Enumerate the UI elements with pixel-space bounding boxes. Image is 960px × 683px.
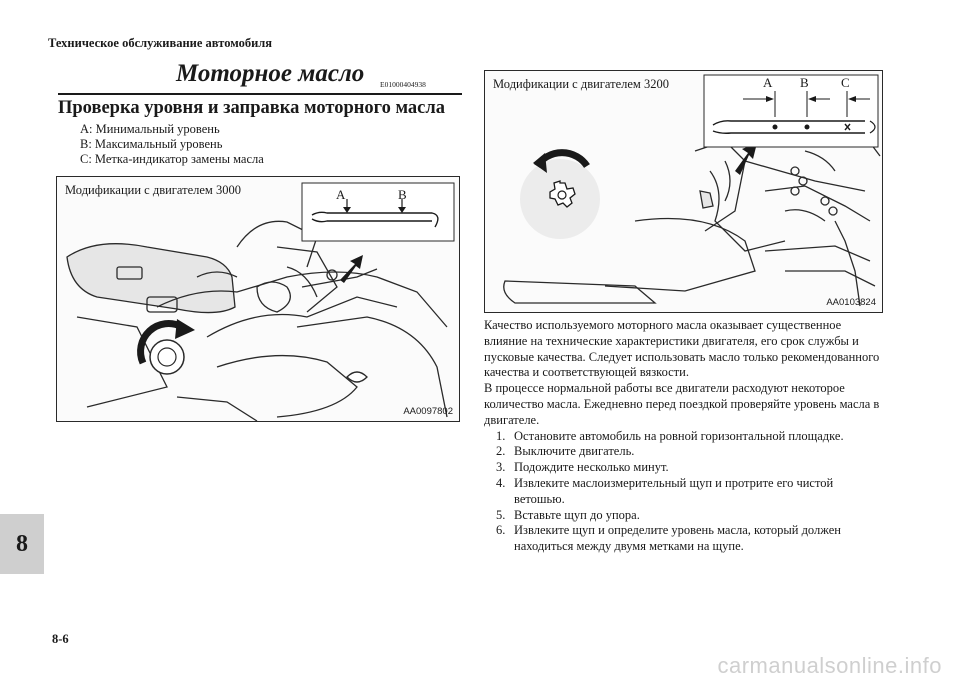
engine-3200-figure [484,70,883,313]
list-item [484,523,884,555]
dipstick-label-b: B [800,75,809,90]
step-text: Извлеките щуп и определите уровень масла, который должен находиться между двумя метками на щупе. [514,523,841,554]
dipstick-label-a: A [336,187,346,202]
list-item [484,460,884,476]
step-number: 4. [496,475,506,490]
step-number: 5. [496,507,506,522]
paragraph: Качество используемого моторного масла оказывает существенное влияние на технические характеристики двигателя, его срок службы и пусковые качества. Следует использовать масло только рекомендованного качества и соответствующей вязкости. [484,318,880,380]
section-code: E01000404938 [380,80,426,89]
step-text: Извлеките маслоизмерительный щуп и протрите его чистой ветошью. [514,475,834,506]
dipstick-inset [302,183,454,241]
legend-item-a: A: Минимальный уровень [80,122,220,136]
list-item [484,476,884,508]
procedure-steps [484,429,884,555]
dipstick-arrow-icon [735,143,757,175]
figure-image-id: AA0097802 [403,406,453,417]
body-text [484,318,884,555]
oil-cap-icon [141,319,195,374]
chapter-tab: 8 [0,514,44,574]
dipstick-inset [704,75,878,147]
step-text: Выключите двигатель. [514,444,635,459]
running-header: Техническое обслуживание автомобиля [48,36,273,50]
step-number: 1. [496,428,506,443]
list-item [484,444,884,460]
level-legend [80,122,264,167]
step-number: 2. [496,444,506,459]
step-text: Вставьте щуп до упора. [514,507,640,522]
legend-item-b: B: Максимальный уровень [80,137,223,151]
figure-image-id: AA0103824 [826,297,876,308]
watermark: carmanualsonline.info [717,653,942,678]
step-text: Остановите автомобиль на ровной горизонтальной площадке. [514,428,844,443]
dipstick-label-b: B [398,187,407,202]
page-number: 8-6 [52,632,69,646]
engine-3000-illustration [57,177,459,421]
legend-item-c: C: Метка-индикатор замены масла [80,152,264,166]
subsection-title: Проверка уровня и заправка моторного масла [58,98,446,118]
figure-caption: Модификации с двигателем 3200 [493,77,669,91]
step-text: Подождите несколько минут. [514,460,669,475]
dipstick-label-a: A [763,75,773,90]
dipstick-label-c: C [841,75,850,90]
section-rule [58,93,462,95]
step-number: 3. [496,460,506,475]
paragraph: В процессе нормальной работы все двигатели расходуют некоторое количество масла. Ежедневно перед поездкой проверяйте уровень масла в двигателе. [484,381,880,427]
engine-3000-figure [56,176,460,422]
section-title: Моторное масло [176,60,365,87]
oil-cap-icon [520,153,600,239]
list-item [484,429,884,445]
figure-caption: Модификации с двигателем 3000 [65,183,241,197]
list-item [484,508,884,524]
step-number: 6. [496,523,506,538]
engine-3200-illustration [485,71,882,312]
